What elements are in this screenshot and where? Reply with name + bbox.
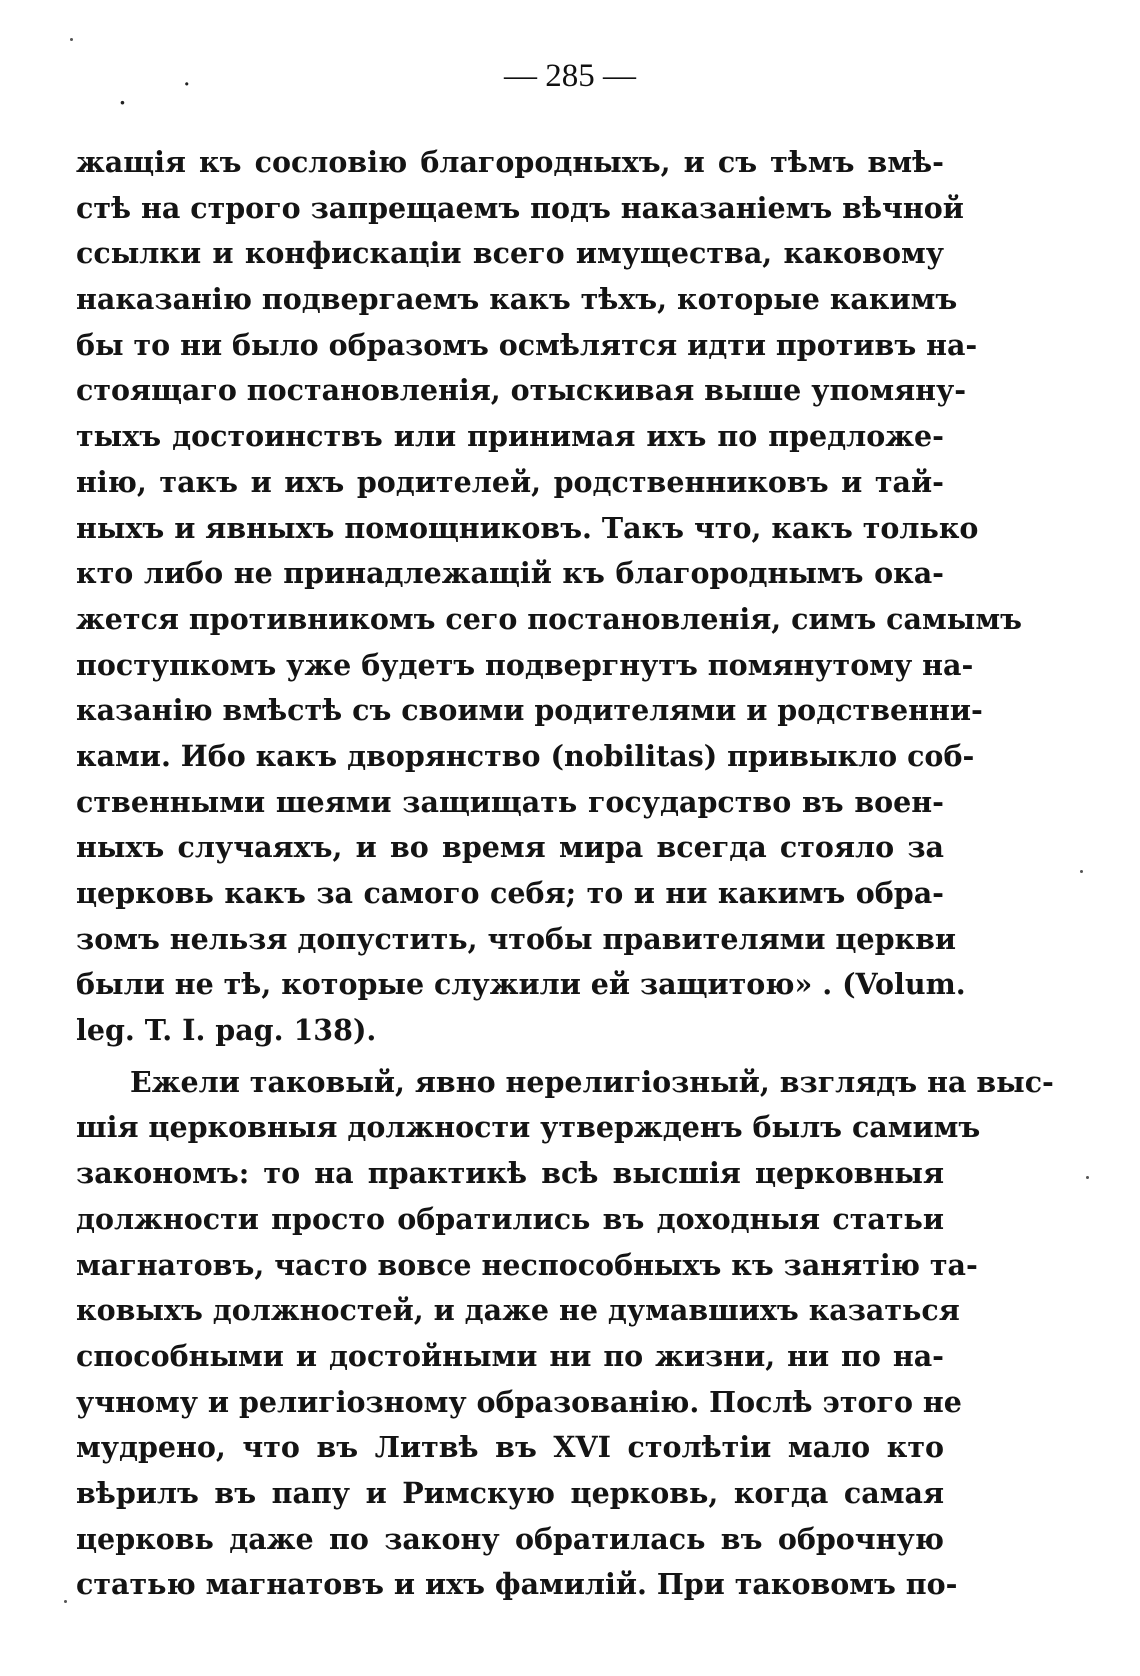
text-line: жется противникомъ сего постановленія, симъ самымъ [76, 601, 1022, 636]
text-line: статью магнатовъ и ихъ фамилій. При таковомъ по- [76, 1567, 958, 1602]
text-line: должности просто обратились въ доходныя статьи [76, 1201, 944, 1236]
text-line: ковыхъ должностей, и даже не думавшихъ казаться [76, 1293, 960, 1328]
text-line: бы то ни было образомъ осмѣлятся идти противъ на- [76, 327, 978, 362]
text-line: кто либо не принадлежащій къ благороднымъ ока- [76, 556, 944, 591]
text-line: тыхъ достоинствъ или принимая ихъ по предложе- [76, 419, 944, 454]
scan-speck [70, 38, 73, 41]
text-line: церковь какъ за самого себя; то и ни какимъ обра- [76, 876, 944, 910]
scan-speck [64, 1600, 67, 1603]
text-line: ныхъ и явныхъ помощниковъ. Такъ что, какъ только [76, 510, 979, 545]
text-line: зомъ нельзя допустить, чтобы правителями церкви [76, 921, 957, 956]
paragraph-2 [76, 1060, 1054, 1608]
text-line: leg. T. I. pag. 138). [76, 1013, 377, 1048]
text-line: стоящаго постановленія, отыскивая выше упомяну- [76, 373, 967, 408]
text-line: жащія къ сословію благородныхъ, и съ тѣмъ вмѣ- [76, 145, 944, 179]
scan-speck [1086, 1176, 1089, 1179]
text-line: вѣрилъ въ папу и Римскую церковь, когда самая [76, 1475, 944, 1510]
body-text [76, 140, 1054, 1608]
scan-speck [1080, 870, 1083, 873]
text-line: мудрено, что въ Литвѣ въ XVI столѣтіи мало кто [76, 1430, 944, 1465]
text-line: ныхъ случаяхъ, и во время мира всегда стояло за [76, 830, 944, 865]
text-line: Ежели таковый, явно нерелигіозный, взглядъ на выс- [130, 1064, 1054, 1099]
header-marks: . ˙ [118, 78, 216, 111]
text-line: ссылки и конфискаціи всего имущества, каковому [76, 236, 944, 271]
text-line: способными и достойными ни по жизни, ни по на- [76, 1338, 944, 1373]
text-line: магнатовъ, часто вовсе неспособныхъ къ занятію та- [76, 1247, 978, 1282]
text-line: казанію вмѣстѣ съ своими родителями и родственни- [76, 693, 983, 728]
text-line: стѣ на строго запрещаемъ подъ наказаніемъ вѣчной [76, 190, 964, 225]
text-line: закономъ: то на практикѣ всѣ высшія церковныя [76, 1156, 944, 1191]
text-line: поступкомъ уже будетъ подвергнутъ помянутому на- [76, 647, 974, 682]
text-line: ственными шеями защищать государство въ воен- [76, 784, 944, 819]
text-line: шія церковныя должности утвержденъ былъ самимъ [76, 1110, 981, 1145]
text-line: ками. Ибо какъ дворянство (nobilitas) привыкло соб- [76, 738, 975, 773]
paragraph-1 [76, 140, 1022, 1054]
text-line: церковь даже по закону обратилась въ оброчную [76, 1521, 944, 1556]
text-line: были не тѣ, которые служили ей защитою» . (Volum. [76, 967, 966, 1002]
text-line: наказанію подвергаемъ какъ тѣхъ, которые какимъ [76, 282, 958, 317]
text-line: учному и религіозному образованію. Послѣ этого не [76, 1384, 962, 1419]
text-line: нію, такъ и ихъ родителей, родственниковъ и тай- [76, 464, 944, 499]
page-number: — 285 — [504, 58, 636, 94]
